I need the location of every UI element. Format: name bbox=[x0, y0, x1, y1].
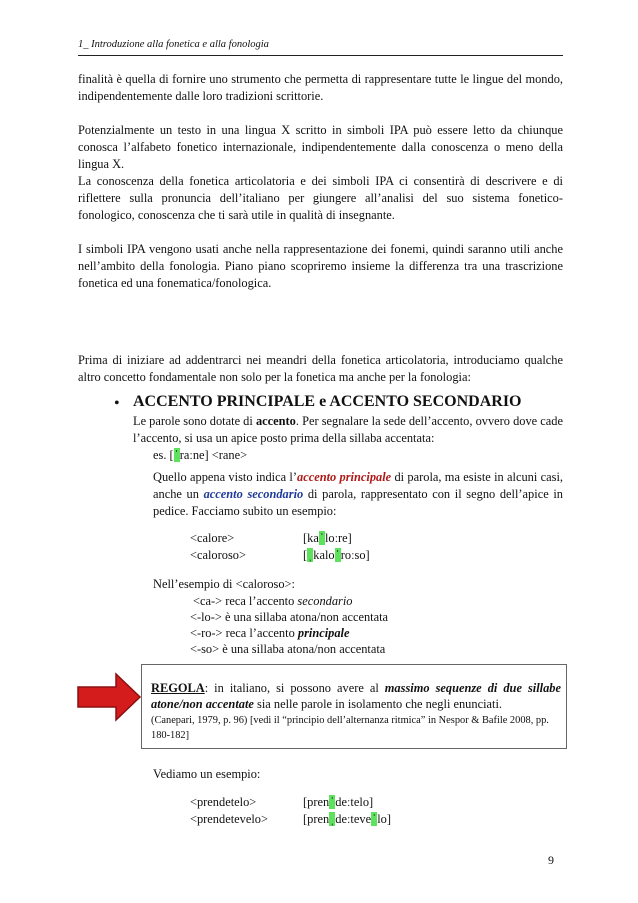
paragraph-5: Prima di iniziare ad addentrarci nei meandri della fonetica articolatoria, introduciamo qualche altro concetto fondamentale non solo per la fonetica ma anche per la fonologia: bbox=[78, 353, 563, 384]
rule-text: REGOLA: in italiano, si possono avere al massimo sequenze di due sillabe atone/non accentate sia nelle parole in isolamento che negli enunciati. bbox=[151, 681, 561, 711]
example-calore-word: <calore> bbox=[190, 531, 235, 545]
red-arrow-icon bbox=[76, 672, 142, 722]
example-prendetevelo-transcription: [prenˌdeːteveˈlo] bbox=[303, 812, 391, 826]
paragraph-2: Potenzialmente un testo in una lingua X scritto in simboli IPA può essere letto da chiunque conosca l’alfabeto fonetico internazionale, indipendentemente dalla conoscenza o meno della lingua X. bbox=[78, 123, 563, 171]
term-secondary-stress: accento secondario bbox=[203, 487, 304, 501]
syllable-so: <-so> è una sillaba atona/non accentata bbox=[190, 642, 386, 656]
rule-label: REGOLA bbox=[151, 681, 205, 695]
page-number: 9 bbox=[548, 853, 554, 867]
bullet-marker: • bbox=[114, 395, 120, 412]
example2-intro: Vediamo un esempio: bbox=[153, 767, 261, 781]
header-rule bbox=[78, 55, 563, 56]
stress-mark-highlight: ˈ bbox=[174, 448, 179, 462]
example-caloroso-transcription: [ˌkaloˈroːso] bbox=[303, 548, 370, 562]
paragraph-3: La conoscenza della fonetica articolatoria e dei simboli IPA ci consentirà di descrivere e di riflettere sulla pronuncia dell’italiano per giungere all’analisi del suo sistema fonetico-fonologico, conoscenza che ti sarà utile in qualità di insegnante. bbox=[78, 174, 563, 222]
example-prendetelo-word: <prendetelo> bbox=[190, 795, 257, 809]
paragraph-1: finalità è quella di fornire uno strumento che permetta di rappresentare tutte le lingue del mondo, indipendentemente dalle loro tradizioni scrittorie. bbox=[78, 72, 563, 103]
syllable-ca: <ca-> reca l’accento secondario bbox=[193, 594, 353, 608]
paragraph-4: I simboli IPA vengono usati anche nella rappresentazione dei fonemi, quindi saranno utili anche nell’ambito della fonologia. Piano piano scopriremo insieme la differenza tra una trascrizione fonetica ed una fonematica/fonologica. bbox=[78, 242, 563, 290]
example-prendetevelo-word: <prendetevelo> bbox=[190, 812, 268, 826]
running-header: 1_ Introduzione alla fonetica e alla fonologia bbox=[78, 39, 269, 50]
example-rane: es. [ˈraːne] <rane> bbox=[153, 448, 248, 462]
syllable-ro: <-ro-> reca l’accento principale bbox=[190, 626, 350, 640]
section-heading: ACCENTO PRINCIPALE e ACCENTO SECONDARIO bbox=[133, 393, 522, 410]
section-intro: Le parole sono dotate di accento. Per segnalare la sede dell’accento, ovvero dove cade l’accento, si usa un apice posto prima della sillaba accentata: bbox=[133, 414, 563, 445]
caloroso-intro: Nell’esempio di <caloroso>: bbox=[153, 577, 295, 591]
example-calore-transcription: [kaˈloːre] bbox=[303, 531, 352, 545]
syllable-lo: <-lo-> è una sillaba atona/non accentata bbox=[190, 610, 389, 624]
example-caloroso-word: <caloroso> bbox=[190, 548, 246, 562]
example-prendetelo-transcription: [prenˈdeːtelo] bbox=[303, 795, 374, 809]
explanation-paragraph: Quello appena visto indica l’accento principale di parola, ma esiste in alcuni casi, anche un accento secondario di parola, rappresentato con il segno dell’apice in pedice. Facciamo subito un esempio: bbox=[153, 470, 563, 518]
rule-citation: (Canepari, 1979, p. 96) [vedi il “principio dell’alternanza ritmica” in Nespor & Bafile 2008, pp. 180-182] bbox=[151, 715, 549, 741]
term-primary-stress: accento principale bbox=[297, 470, 392, 484]
